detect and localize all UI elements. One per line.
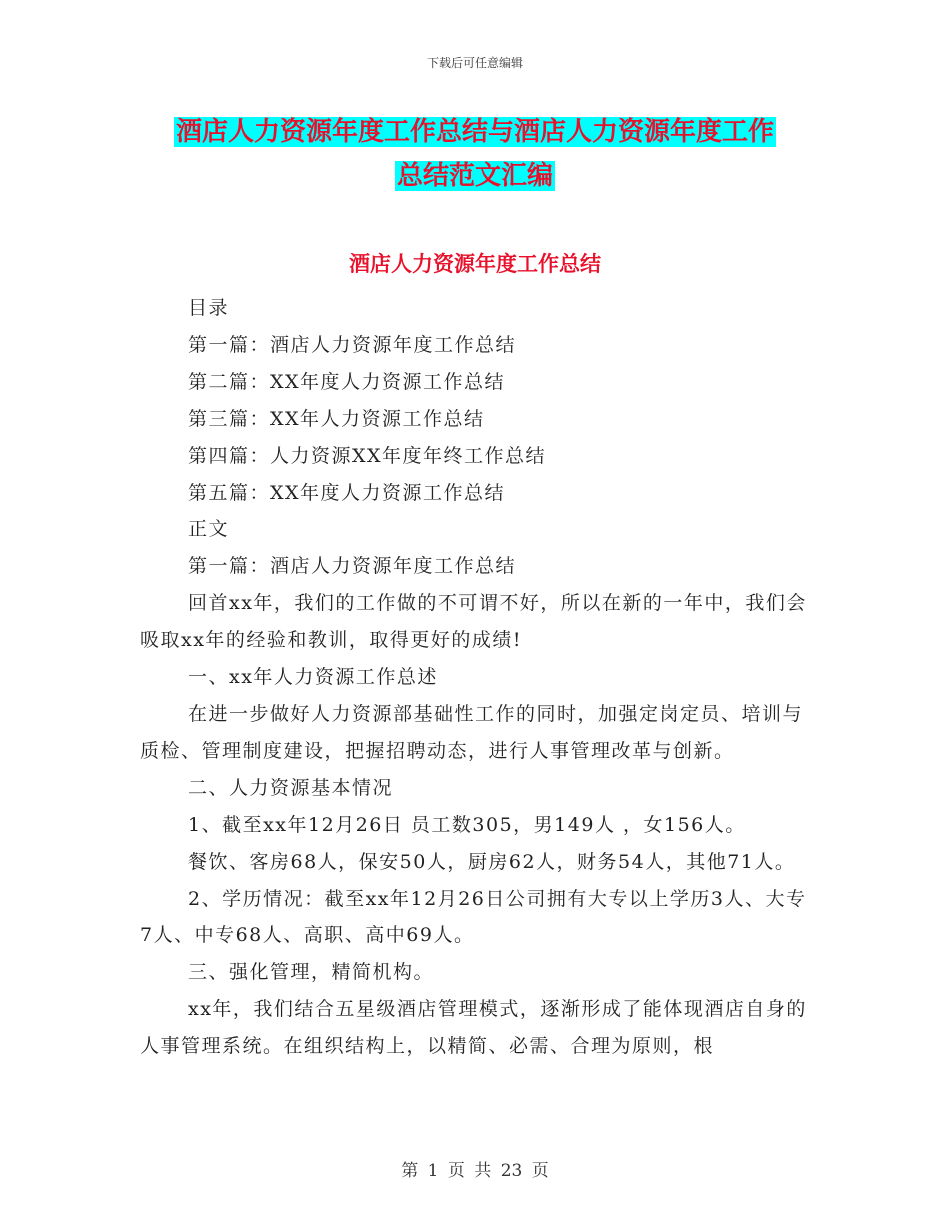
paragraph: 餐饮、客房68人，保安50人，厨房62人，财务54人，其他71人。 [188,850,796,873]
article-title: 第一篇：酒店人力资源年度工作总结 [188,555,517,578]
document-title-line1: 酒店人力资源年度工作总结与酒店人力资源年度工作 [175,117,774,147]
paragraph: 2、学历情况：截至xx年12月26日公司拥有大专以上学历3人、大专7人、中专68人、高职、高中69人。 [140,887,807,947]
toc-item: 第一篇：酒店人力资源年度工作总结 [188,333,517,356]
body-heading: 正文 [188,518,230,541]
toc-heading: 目录 [188,297,230,319]
page-number: 第 1 页 共 23 页 [401,1161,549,1181]
toc-item: 第四篇：人力资源XX年度年终工作总结 [188,444,547,467]
paragraph: 三、强化管理，精简机构。 [188,961,435,984]
section-title: 酒店人力资源年度工作总结 [349,252,601,276]
paragraph: 一、xx年人力资源工作总述 [188,666,438,689]
paragraph: xx年，我们结合五星级酒店管理模式，逐渐形成了能体现酒店自身的人事管理系统。在组织结构上，以精简、必需、合理为原则，根 [140,998,807,1058]
document-title [140,110,810,198]
toc-item: 第五篇：XX年度人力资源工作总结 [188,481,506,504]
toc-item: 第三篇：XX年人力资源工作总结 [188,407,485,430]
paragraph: 1、截至xx年12月26日 员工数305，男149人 ，女156人。 [188,813,746,836]
header-note: 下载后可任意编辑 [426,56,523,70]
paragraph: 回首xx年，我们的工作做的不可谓不好，所以在新的一年中，我们会吸取xx年的经验和教训，取得更好的成绩! [140,592,807,652]
toc-item: 第二篇：XX年度人力资源工作总结 [188,370,506,393]
document-body [140,290,808,1065]
paragraph: 在进一步做好人力资源部基础性工作的同时，加强定岗定员、培训与质检、管理制度建设，把握招聘动态，进行人事管理改革与创新。 [140,702,804,762]
document-title-line2: 总结范文汇编 [396,161,553,191]
paragraph: 二、人力资源基本情况 [188,776,394,799]
